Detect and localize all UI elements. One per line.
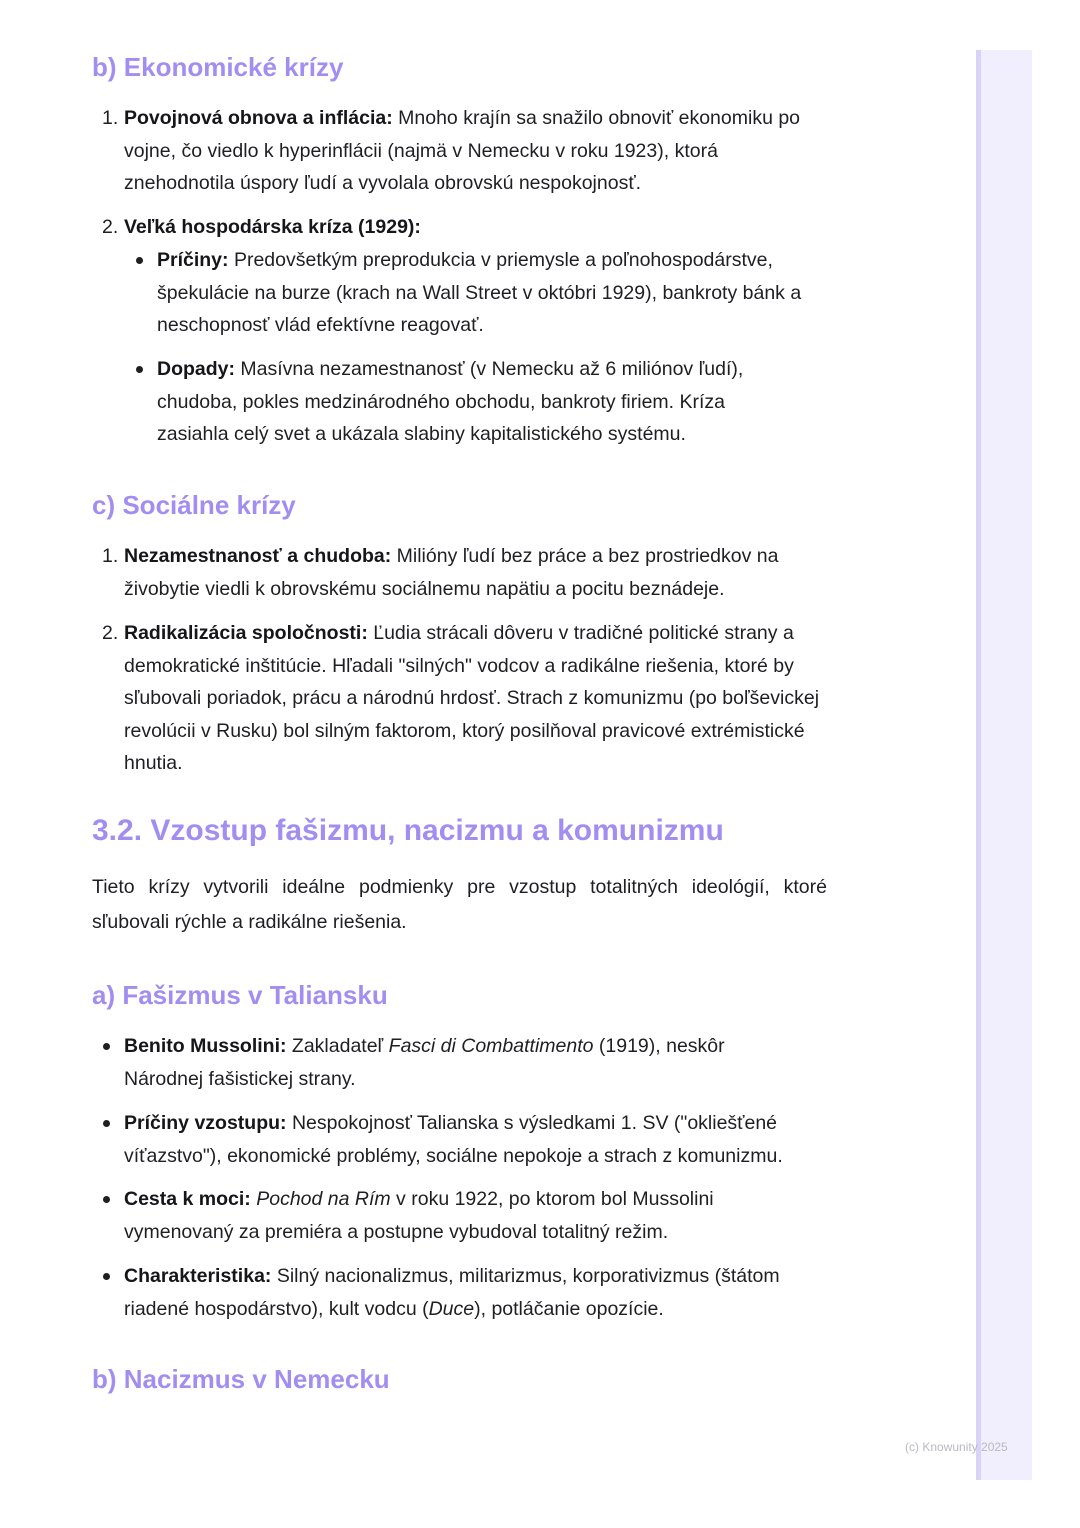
list-item (102, 540, 804, 605)
heading-nazism: b) Nacizmus v Nemecku (92, 1364, 390, 1394)
heading-economic-crises: b) Ekonomické krízy (92, 52, 344, 82)
list-number: 2. (102, 622, 119, 644)
bullet-icon (136, 366, 143, 373)
list-number: 2. (102, 216, 119, 238)
item-label: Veľká hospodárska kríza (1929): (124, 216, 421, 238)
heading-social-crises: c) Sociálne krízy (92, 490, 296, 520)
item-label: Príčiny: (157, 249, 229, 271)
intro-paragraph: Tieto krízy vytvorili ideálne podmienky pre vzostup totalitných ideológií, ktoré sľubovali rýchle a radikálne riešenia. (92, 876, 827, 933)
sub-list-item (157, 353, 777, 451)
item-emphasis: Duce (428, 1297, 475, 1320)
item-label: Povojnová obnova a inflácia: (124, 107, 393, 129)
bullet-icon (136, 257, 143, 264)
heading-fascism: a) Fašizmus v Taliansku (92, 980, 388, 1010)
sub-list-item (157, 244, 827, 342)
item-text: Zakladateľ (286, 1035, 389, 1057)
footer-copyright: (c) Knowunity 2025 (905, 1440, 1008, 1454)
item-label: Cesta k moci: (124, 1188, 251, 1210)
item-text: Milióny ľudí bez práce a bez prostriedkov na živobytie viedli k obrovskému sociálnemu napätiu a pocitu beznádeje. (124, 545, 779, 600)
item-label: Charakteristika: (124, 1265, 272, 1287)
item-label: Príčiny vzostupu: (124, 1112, 287, 1134)
item-text: (1919), neskôr Národnej fašistickej strany. (124, 1035, 725, 1090)
item-text: Predovšetkým preprodukcia v priemysle a poľnohospodárstve, špekulácie na burze (krach na Wall Street v októbri 1929), bankroty bánk a neschopnosť vlád efektívne reagovať. (157, 249, 802, 336)
item-text: Mnoho krajín sa snažilo obnoviť ekonomiku po vojne, čo viedlo k hyperinflácii (najmä v Nemecku v roku 1923), ktorá znehodnotila úspory ľudí a vyvolala obrovskú nespokojnosť. (124, 107, 801, 194)
bullet-icon (103, 1120, 110, 1127)
page-side-strip (976, 50, 1032, 1480)
bullet-icon (103, 1043, 110, 1050)
item-text: v roku 1922, po ktorom bol Mussolini vymenovaný za premiéra a postupne vybudoval totalitný režim. (124, 1188, 714, 1243)
list-item (124, 1183, 784, 1248)
item-text: Masívna nezamestnanosť (v Nemecku až 6 miliónov ľudí), chudoba, pokles medzinárodného obchodu, bankroty firiem. Kríza zasiahla celý svet a ukázala slabiny kapitalistického systému. (157, 358, 744, 445)
list-item (102, 102, 824, 200)
item-text: ), potláčanie opozície. (474, 1297, 664, 1320)
item-label: Benito Mussolini: (124, 1035, 287, 1057)
item-label: Radikalizácia spoločnosti: (124, 622, 368, 644)
list-item (102, 617, 824, 780)
item-text: Silný nacionalizmus, militarizmus, korporativizmus (štátom riadené hospodárstvo), kult vodcu ( (124, 1265, 780, 1320)
list-item (102, 211, 824, 244)
list-item (124, 1030, 784, 1095)
item-text: Ľudia strácali dôveru v tradičné politické strany a demokratické inštitúcie. Hľadali "silných" vodcov a radikálne riešenia, ktoré by sľubovali poriadok, prácu a národnú hrdosť. Strach z komunizmu (po boľševickej revolúcii v Rusku) bol silným faktorom, ktorý posilňoval pravicové extrémistické hnutia. (124, 622, 820, 774)
bullet-icon (103, 1196, 110, 1203)
list-item (124, 1107, 824, 1172)
bullet-icon (103, 1273, 110, 1280)
item-emphasis: Pochod na Rím (256, 1188, 391, 1210)
list-item (124, 1260, 824, 1325)
item-label: Dopady: (157, 358, 235, 380)
item-label: Nezamestnanosť a chudoba: (124, 545, 392, 567)
list-number: 1. (102, 107, 119, 129)
list-number: 1. (102, 545, 119, 567)
section-title: 3.2. Vzostup fašizmu, nacizmu a komunizmu (92, 814, 724, 847)
item-emphasis: Fasci di Combattimento (388, 1035, 594, 1057)
item-text: Nespokojnosť Talianska s výsledkami 1. SV ("okliešťené víťazstvo"), ekonomické problémy, sociálne nepokoje a strach z komunizmu. (124, 1112, 783, 1167)
